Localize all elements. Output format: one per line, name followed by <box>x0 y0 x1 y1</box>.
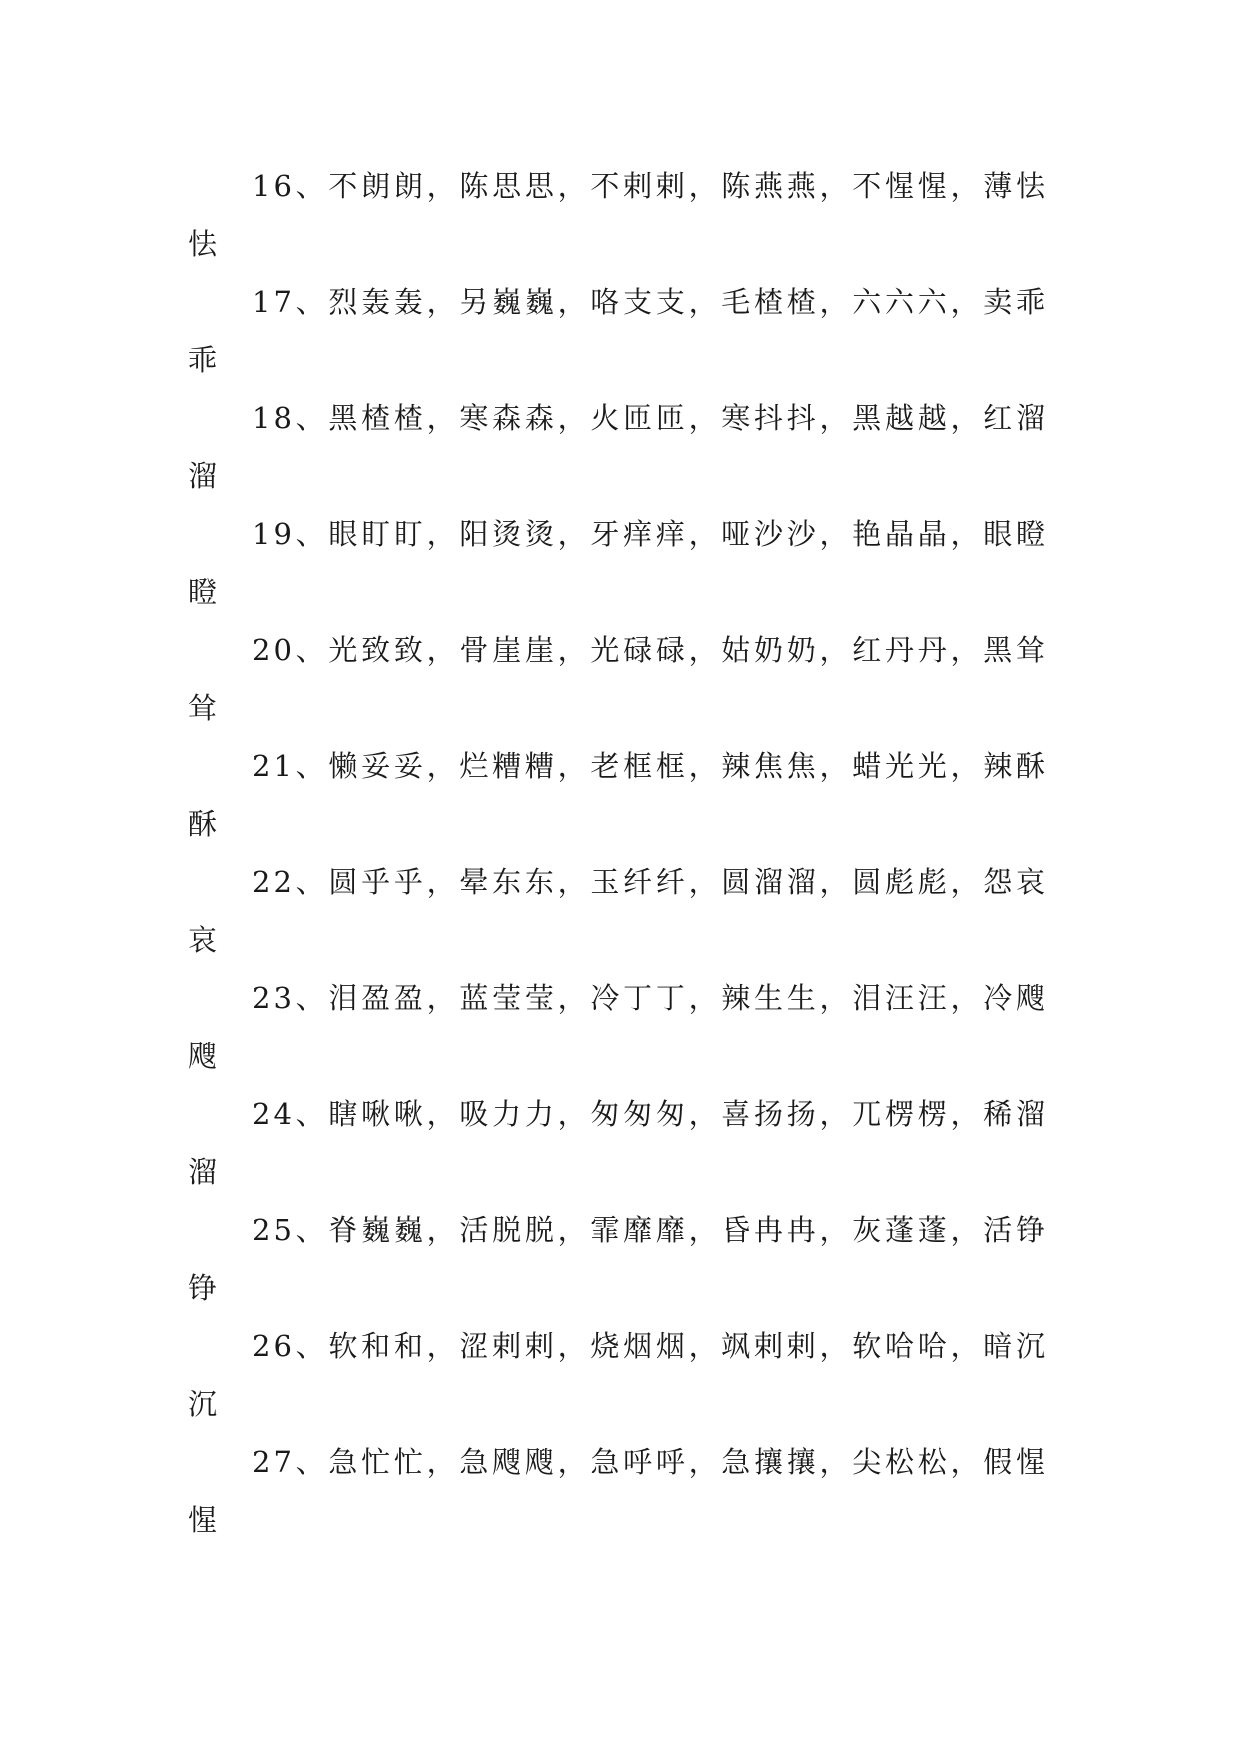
paragraph-21: 21、懒妥妥，烂糟糟，老框框，辣焦焦，蜡光光，辣酥酥 <box>188 749 1048 841</box>
paragraph-24: 24、瞎啾啾，吸力力，匆匆匆，喜扬扬，兀楞楞，稀溜溜 <box>188 1097 1048 1189</box>
paragraph-16: 16、不朗朗，陈思思，不剌剌，陈燕燕，不惺惺，薄怯怯 <box>188 169 1048 261</box>
paragraph-17: 17、烈轰轰，另巍巍，咯支支，毛楂楂，六六六，卖乖乖 <box>188 285 1048 377</box>
paragraph-25: 25、脊巍巍，活脱脱，霏靡靡，昏冉冉，灰蓬蓬，活铮铮 <box>188 1213 1048 1305</box>
paragraph-27: 27、急忙忙，急飕飕，急呼呼，急攘攘，尖松松，假惺惺 <box>188 1445 1048 1537</box>
paragraph-26: 26、软和和，涩剌剌，烧烟烟，飒剌剌，软哈哈，暗沉沉 <box>188 1329 1048 1421</box>
paragraph-23: 23、泪盈盈，蓝莹莹，冷丁丁，辣生生，泪汪汪，冷飕飕 <box>188 981 1048 1073</box>
paragraph-20: 20、光致致，骨崖崖，光碌碌，姑奶奶，红丹丹，黑耸耸 <box>188 633 1048 725</box>
paragraph-18: 18、黑楂楂，寒森森，火匝匝，寒抖抖，黑越越，红溜溜 <box>188 401 1048 493</box>
paragraph-19: 19、眼盯盯，阳烫烫，牙痒痒，哑沙沙，艳晶晶，眼瞪瞪 <box>188 517 1048 609</box>
paragraph-22: 22、圆乎乎，晕东东，玉纤纤，圆溜溜，圆彪彪，怨哀哀 <box>188 865 1048 957</box>
